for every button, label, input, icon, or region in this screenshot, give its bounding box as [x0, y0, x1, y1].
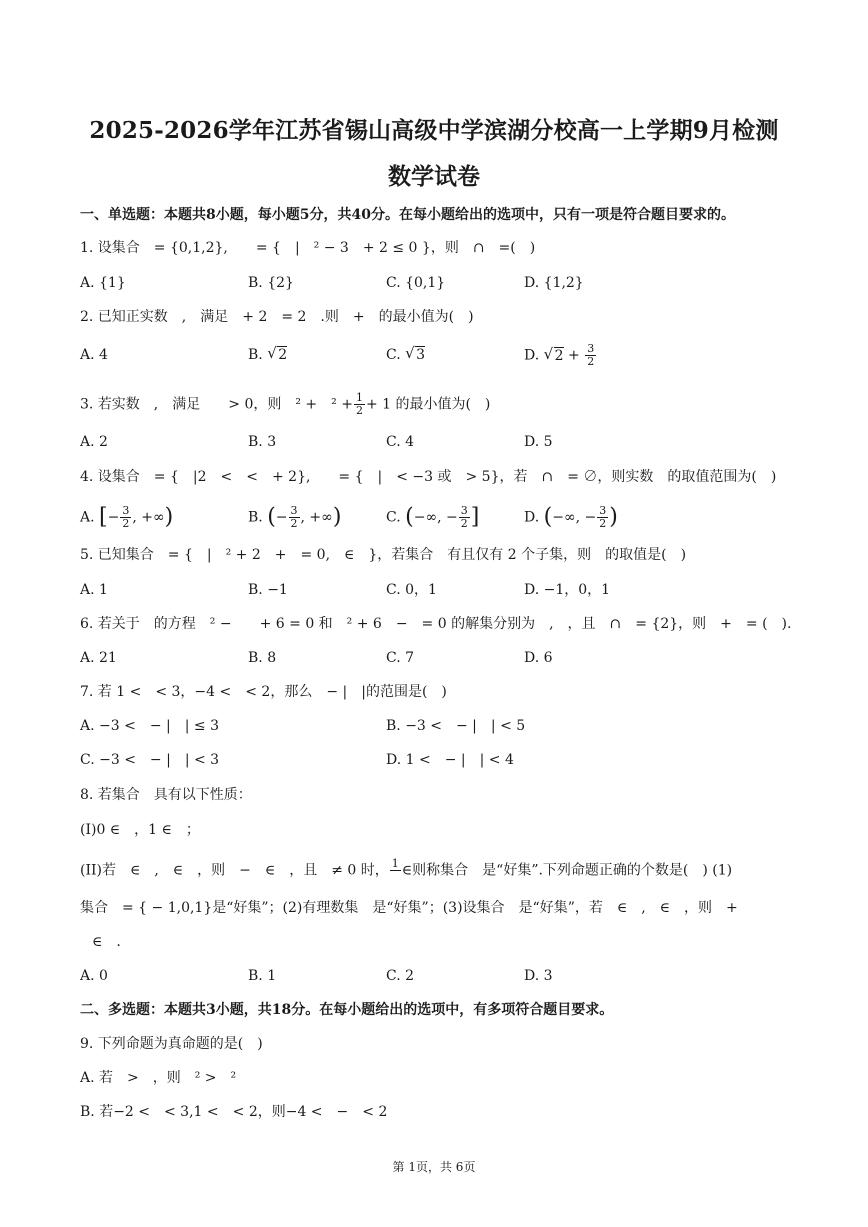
question-6-option-a: A. 21	[80, 650, 117, 666]
question-6-option-c: C. 7	[386, 650, 415, 666]
question-8-statements-cont: ∈ .	[92, 934, 121, 950]
question-5-option-c: C. 0，1	[386, 582, 437, 598]
question-6-option-d: D. 6	[524, 650, 553, 666]
question-8-option-a: A. 0	[80, 968, 108, 984]
question-3-option-a: A. 2	[80, 434, 108, 450]
question-2-option-d	[524, 343, 597, 368]
question-8-property-2: (II)若 ∈ , ∈ ，则 − ∈ ，且 ≠ 0 时， 1 ∈则称集合 是“好集”.下列命题正确的个数是( ) (1)	[80, 858, 732, 883]
question-7-option-a: A. −3 < − | | ≤ 3	[80, 718, 219, 734]
plus-sign: +	[568, 347, 580, 364]
question-3-option-c: C. 4	[386, 434, 415, 450]
question-1-option-c: C. {0,1}	[386, 275, 446, 291]
question-2-option-b	[248, 345, 287, 365]
question-4-option-b: B. (− $\frac{3}{2}$ , +∞)	[248, 504, 342, 530]
page-title: 2025-2026学年江苏省锡山高级中学滨湖分校高一上学期9月检测	[89, 117, 779, 144]
question-1-option-d: D. {1,2}	[524, 275, 584, 291]
question-3-stem: 3. 若实数 , 满足 > 0，则 ² + ² + $\frac{1}{2}$ + 1 的最小值为( )	[80, 391, 491, 417]
question-7-option-c: C. −3 < − | | < 3	[80, 752, 220, 768]
question-4-option-d: D. (−∞, − $\frac{3}{2}$ )	[524, 504, 618, 530]
question-7-option-b: B. −3 < − | | < 5	[386, 718, 526, 734]
question-1-option-b: B. {2}	[248, 275, 294, 291]
question-9-stem: 9. 下列命题为真命题的是( )	[80, 1036, 263, 1052]
question-6-stem: 6. 若关于 的方程 ² − + 6 = 0 和 ² + 6 − = 0 的解集分别为 , ，且 ∩ = {2}，则 + = ( ).	[80, 616, 792, 632]
question-5-option-a: A. 1	[80, 582, 108, 598]
question-2-option-a: A. 4	[80, 347, 108, 363]
page-subtitle: 数学试卷	[388, 163, 480, 190]
question-5-option-b: B. −1	[248, 582, 288, 598]
question-2-stem: 2. 已知正实数 , 满足 + 2 = 2 .则 + 的最小值为( )	[80, 309, 474, 325]
page-footer: 第 1页，共 6页	[392, 1160, 476, 1174]
question-4-stem: 4. 设集合 = { |2 < < + 2}, = { | < −3 或 > 5}，若 ∩ = ∅，则实数 的取值范围为( )	[80, 469, 777, 485]
question-3-option-b: B. 3	[248, 434, 277, 450]
question-9-option-a: A. 若 > ，则 ² > ²	[80, 1070, 237, 1086]
question-2-option-c	[386, 345, 425, 365]
option-label: C.	[386, 347, 401, 363]
question-1-option-a: A. {1}	[80, 275, 126, 291]
question-8-property-1: (I)0 ∈ ，1 ∈ ；	[80, 822, 200, 838]
option-label: D.	[524, 347, 540, 364]
sqrt-expression: √ 2	[543, 344, 564, 364]
sqrt-expression: √ 3	[405, 344, 426, 363]
question-3-option-d: D. 5	[524, 434, 553, 450]
option-label: B.	[248, 347, 263, 363]
section-heading-multi-choice: 二、多选题：本题共3小题，共18分。在每小题给出的选项中，有多项符合题目要求。	[80, 1002, 614, 1018]
question-7-option-d: D. 1 < − | | < 4	[386, 752, 514, 768]
question-4-option-a: A. [− $\frac{3}{2}$ , +∞)	[80, 504, 174, 530]
question-8-statements: 集合 = { − 1,0,1}是“好集”；(2)有理数集 是“好集”；(3)设集合 是“好集”，若 ∈ , ∈ ，则 +	[80, 900, 738, 916]
question-8-option-d: D. 3	[524, 968, 553, 984]
section-heading-single-choice: 一、单选题：本题共8小题，每小题5分，共40分。在每小题给出的选项中，只有一项是符合题目要求的。	[80, 207, 735, 223]
fraction: $\frac{3}{2}$	[587, 342, 595, 368]
question-6-option-b: B. 8	[248, 650, 277, 666]
question-1-stem: 1. 设集合 = {0,1,2}, = { | ² − 3 + 2 ≤ 0 }，则 ∩ =( )	[80, 240, 536, 256]
question-4-option-c: C. (−∞, − $\frac{3}{2}$ ]	[386, 504, 480, 530]
question-9-option-b: B. 若−2 < < 3,1 < < 2，则−4 < − < 2	[80, 1104, 388, 1120]
question-5-option-d: D. −1，0，1	[524, 582, 611, 598]
fraction: 1	[391, 857, 399, 870]
question-8-option-c: C. 2	[386, 968, 415, 984]
question-8-option-b: B. 1	[248, 968, 277, 984]
question-5-stem: 5. 已知集合 = { | ² + 2 + = 0, ∈ }，若集合 有且仅有 2 个子集，则 的取值是( )	[80, 547, 687, 563]
sqrt-expression: √ 2	[267, 344, 288, 363]
question-8-stem: 8. 若集合 具有以下性质：	[80, 787, 252, 803]
fraction: $\frac{1}{2}$	[355, 391, 363, 417]
question-7-stem: 7. 若 1 < < 3，−4 < < 2，那么 − | |的范围是( )	[80, 684, 447, 700]
